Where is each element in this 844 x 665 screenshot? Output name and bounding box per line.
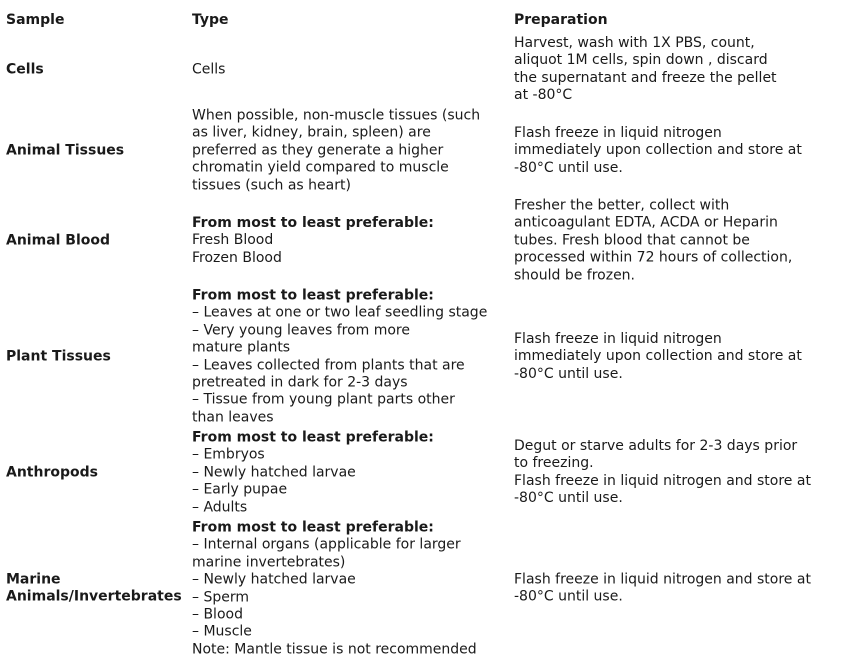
type-cell xyxy=(192,429,434,516)
header-preparation: Preparation xyxy=(514,12,608,28)
preparation-line: to freezing. xyxy=(514,455,594,472)
preparation-line: Flash freeze in liquid nitrogen xyxy=(514,330,722,347)
sample-line: Animals/Invertebrates xyxy=(6,589,182,605)
preparation-cell xyxy=(514,125,802,177)
preparation-line: Harvest, wash with 1X PBS, count, xyxy=(514,35,755,52)
type-cell xyxy=(192,519,477,658)
type-cell xyxy=(192,61,225,78)
preparation-line: Degut or starve adults for 2-3 days prior xyxy=(514,438,798,455)
type-line: – Early pupae xyxy=(192,481,288,498)
sample-cell xyxy=(6,464,98,481)
type-line: – Newly hatched larvae xyxy=(192,464,356,481)
sample-cell xyxy=(6,232,110,249)
type-line: – Tissue from young plant parts other xyxy=(192,391,455,408)
sample-line: Animal Blood xyxy=(6,232,111,249)
preparation-cell xyxy=(514,572,811,607)
type-line: – Muscle xyxy=(192,623,252,640)
sample-line: Animal Tissues xyxy=(6,142,125,159)
preparation-line: immediately upon collection and store at xyxy=(514,142,802,159)
preparation-line: at -80°C xyxy=(514,87,573,104)
type-line: as liver, kidney, brain, spleen) are xyxy=(192,124,431,141)
preparation-line: Flash freeze in liquid nitrogen and store at xyxy=(514,473,811,489)
preparation-line: should be frozen. xyxy=(514,267,636,284)
type-heading: From most to least preferable: xyxy=(192,214,434,231)
type-line: Fresh Blood xyxy=(192,232,274,249)
preparation-line: Flash freeze in liquid nitrogen xyxy=(514,124,722,141)
preparation-cell xyxy=(514,197,792,284)
type-line: Cells xyxy=(192,61,226,78)
sample-line: Plant Tissues xyxy=(6,348,111,365)
type-line: chromatin yield compared to muscle xyxy=(192,159,449,176)
type-line: Note: Mantle tissue is not recommended xyxy=(192,641,477,658)
preparation-line: aliquot 1M cells, spin down , discard xyxy=(514,52,768,69)
type-line: marine invertebrates) xyxy=(192,554,346,571)
preparation-cell xyxy=(514,331,802,383)
table-row xyxy=(0,197,844,285)
type-line: mature plants xyxy=(192,339,291,356)
type-line: – Leaves collected from plants that are xyxy=(192,357,465,373)
type-line: tissues (such as heart) xyxy=(192,177,351,194)
type-line: pretreated in dark for 2-3 days xyxy=(192,374,408,391)
type-heading: From most to least preferable: xyxy=(192,287,434,304)
type-line: – Leaves at one or two leaf seedling stage xyxy=(192,304,488,321)
sample-cell xyxy=(6,572,182,607)
sample-cell xyxy=(6,348,111,365)
type-heading: From most to least preferable: xyxy=(192,519,434,536)
preparation-line: processed within 72 hours of collection, xyxy=(514,249,793,266)
preparation-line: tubes. Fresh blood that cannot be xyxy=(514,232,750,249)
table-row xyxy=(0,519,844,659)
preparation-cell xyxy=(514,35,777,105)
type-line: preferred as they generate a higher xyxy=(192,142,444,159)
type-line: – Very young leaves from more xyxy=(192,322,410,339)
type-cell xyxy=(192,107,480,194)
preparation-line: the supernatant and freeze the pellet xyxy=(514,70,777,86)
type-line: – Blood xyxy=(192,606,243,623)
header-sample: Sample xyxy=(6,12,65,28)
preparation-line: -80°C until use. xyxy=(514,490,623,507)
table-row xyxy=(0,287,844,427)
preparation-line: -80°C until use. xyxy=(514,589,623,605)
type-cell xyxy=(192,215,434,267)
header-type: Type xyxy=(192,12,229,28)
preparation-line: Flash freeze in liquid nitrogen and store at xyxy=(514,571,811,588)
table-row xyxy=(0,429,844,517)
type-line: than leaves xyxy=(192,409,274,426)
type-line: When possible, non-muscle tissues (such xyxy=(192,107,481,124)
type-line: – Embryos xyxy=(192,446,265,463)
type-line: – Adults xyxy=(192,499,248,516)
type-line: – Sperm xyxy=(192,589,249,605)
type-line: Frozen Blood xyxy=(192,249,282,266)
table-row xyxy=(0,35,844,105)
sample-line: Cells xyxy=(6,61,44,78)
preparation-line: anticoagulant EDTA, ACDA or Heparin xyxy=(514,214,778,231)
type-line: – Internal organs (applicable for larger xyxy=(192,536,461,553)
preparation-line: Fresher the better, collect with xyxy=(514,197,730,214)
sample-line: Marine xyxy=(6,571,61,588)
preparation-line: -80°C until use. xyxy=(514,159,623,176)
sample-cell xyxy=(6,61,44,78)
sample-cell xyxy=(6,142,124,159)
type-line: – Newly hatched larvae xyxy=(192,571,356,588)
table-row xyxy=(0,107,844,195)
preparation-line: immediately upon collection and store at xyxy=(514,348,802,365)
sample-line: Anthropods xyxy=(6,464,98,481)
preparation-line: -80°C until use. xyxy=(514,365,623,382)
type-heading: From most to least preferable: xyxy=(192,429,434,446)
preparation-cell xyxy=(514,438,811,508)
type-cell xyxy=(192,287,487,426)
